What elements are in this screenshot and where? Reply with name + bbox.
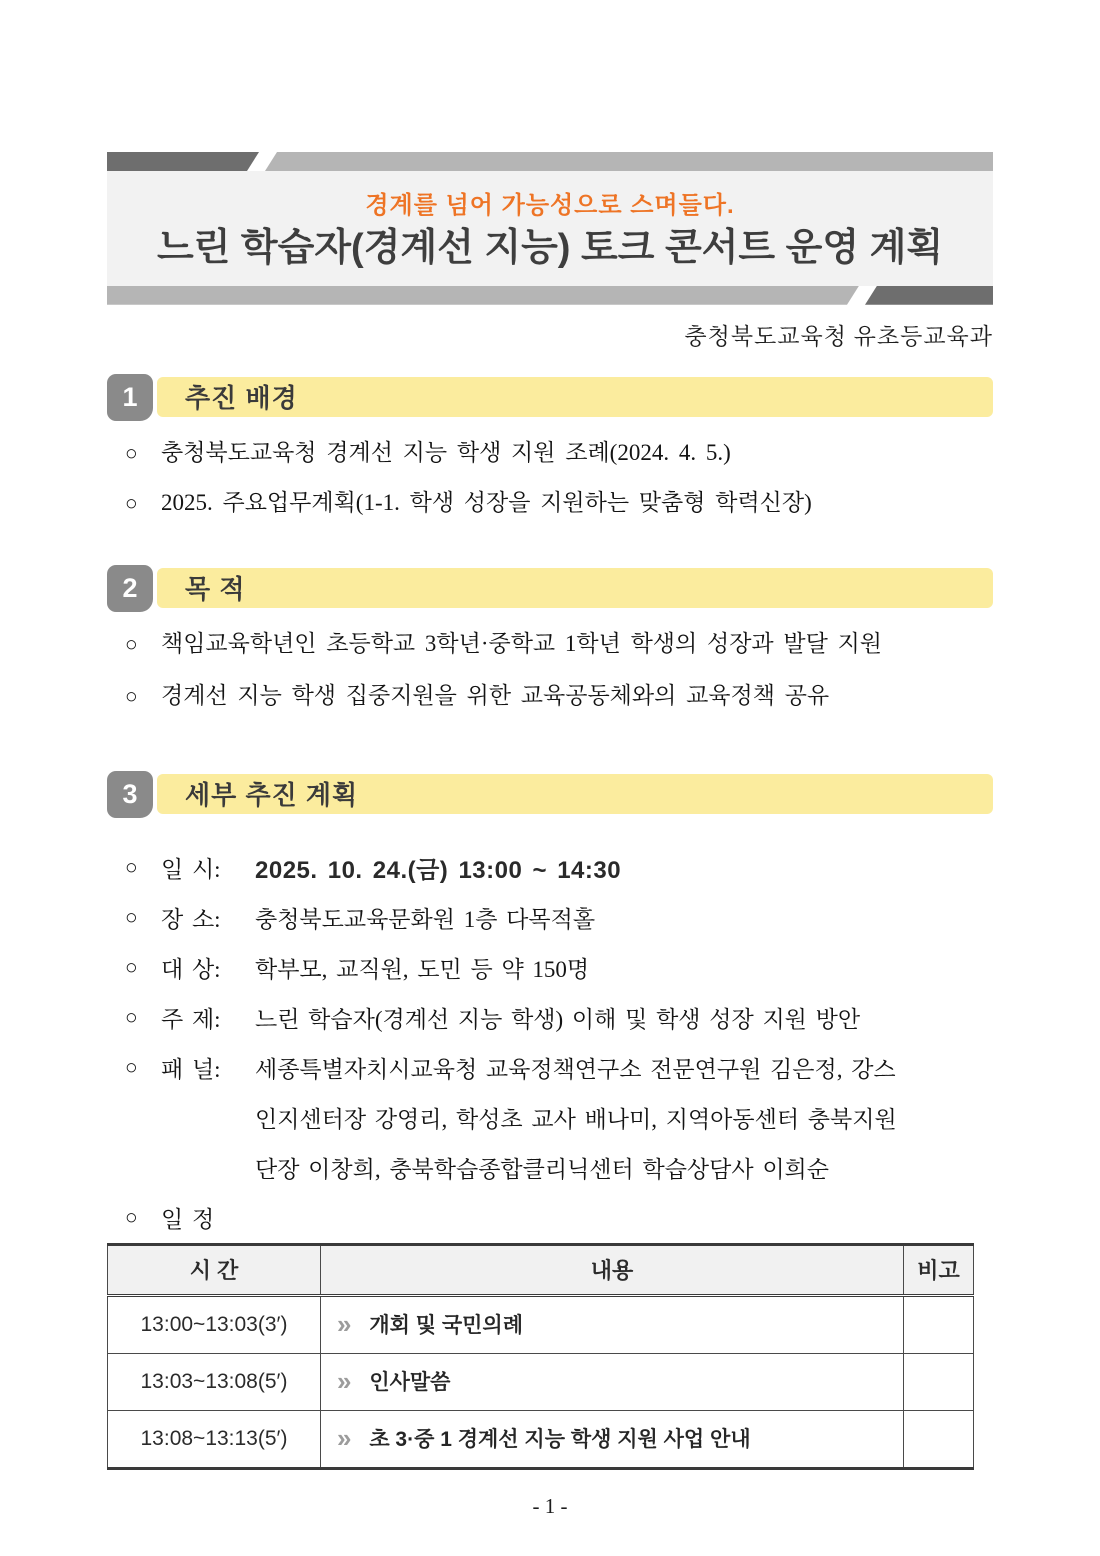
chevron-bullet-icon: » (337, 1309, 352, 1340)
circle-bullet-icon: ○ (125, 631, 138, 656)
schedule-content (321, 1410, 904, 1468)
detail-label: 대 상: (161, 957, 221, 983)
column-header-content: 내용 (321, 1244, 904, 1295)
schedule-time: 13:03~13:08(5′) (108, 1353, 321, 1410)
detail-label: 일 시: (161, 857, 221, 883)
chevron-bullet-icon: » (337, 1423, 352, 1454)
bottom-decor-bar (107, 286, 993, 305)
schedule-content-text: 개회 및 국민의례 (369, 1314, 523, 1338)
circle-bullet-icon: ○ (125, 490, 138, 515)
bullet-text: 2025. 주요업무계획(1-1. 학생 성장을 지원하는 맞춤형 학력신장) (161, 489, 812, 515)
section-3-number-badge: 3 (107, 771, 153, 818)
section-header-1 (107, 374, 993, 421)
schedule-note (904, 1353, 974, 1410)
bullet-text: 책임교육학년인 초등학교 3학년·중학교 1학년 학생의 성장과 발달 지원 (161, 630, 883, 656)
schedule-content-text: 인사말씀 (369, 1371, 451, 1395)
column-header-note: 비고 (904, 1244, 974, 1295)
section-1-number-badge: 1 (107, 374, 153, 421)
top-decor-bar (107, 152, 993, 171)
circle-bullet-icon: ○ (125, 905, 138, 930)
bullet-text: 경계선 지능 학생 집중지원을 위한 교육공동체와의 교육정책 공유 (161, 682, 830, 708)
page-number: - 1 - (532, 1493, 568, 1518)
schedule-table (107, 1243, 974, 1470)
chevron-bullet-icon: » (337, 1366, 352, 1397)
schedule-content (321, 1353, 904, 1410)
schedule-time: 13:00~13:03(3′) (108, 1295, 321, 1353)
detail-audience (107, 943, 993, 993)
document-content (107, 0, 993, 1519)
detail-date-time (107, 843, 993, 893)
table-header-row (108, 1244, 974, 1295)
circle-bullet-icon: ○ (125, 1005, 138, 1030)
detail-topic (107, 993, 993, 1043)
detail-schedule-heading (107, 1193, 993, 1243)
table-row (108, 1410, 974, 1468)
circle-bullet-icon: ○ (125, 1205, 138, 1230)
section-1-bullet-2 (107, 485, 993, 521)
detail-panel (107, 1043, 993, 1093)
detail-label: 주 제: (161, 1007, 221, 1033)
table-row (108, 1295, 974, 1353)
section-2-bullet-2 (107, 678, 993, 714)
circle-bullet-icon: ○ (125, 440, 138, 465)
schedule-content-text: 초 3·중 1 경계선 지능 학생 지원 사업 안내 (369, 1428, 751, 1452)
detail-panel-continuation-1: 인지센터장 강영리, 학성초 교사 배나미, 지역아동센터 충북지원 (255, 1107, 897, 1133)
detail-value-place: 충청북도교육문화원 1층 다목적홀 (255, 907, 596, 933)
section-header-3 (107, 771, 993, 818)
schedule-content (321, 1295, 904, 1353)
event-details-list (107, 843, 993, 1243)
detail-value-panel: 세종특별자치시교육청 교육정책연구소 전문연구원 김은정, 강스 (255, 1057, 896, 1083)
detail-value-topic: 느린 학습자(경계선 지능 학생) 이해 및 학생 성장 지원 방안 (255, 1007, 861, 1033)
title-panel (107, 171, 993, 286)
schedule-time: 13:08~13:13(5′) (108, 1410, 321, 1468)
bottom-decor-light-segment (107, 286, 859, 305)
section-1-title: 추진 배경 (185, 382, 298, 413)
section-3-title: 세부 추진 계획 (185, 779, 359, 810)
schedule-note (904, 1295, 974, 1353)
table-row (108, 1353, 974, 1410)
section-2-bullet-1 (107, 626, 993, 662)
document-title: 느린 학습자(경계선 지능) 토크 콘서트 운영 계획 (156, 227, 944, 269)
section-header-2 (107, 565, 993, 612)
schedule-note (904, 1410, 974, 1468)
section-2-yellow-bar (157, 568, 993, 608)
circle-bullet-icon: ○ (125, 955, 138, 980)
circle-bullet-icon: ○ (125, 1055, 138, 1080)
detail-value-date-time: 2025. 10. 24.(금) 13:00 ~ 14:30 (255, 857, 622, 885)
document-subtitle: 경계를 넘어 가능성으로 스며들다. (365, 192, 735, 219)
detail-label: 장 소: (161, 907, 221, 933)
detail-label: 일 정 (161, 1207, 215, 1233)
section-1-bullet-1 (107, 435, 993, 471)
circle-bullet-icon: ○ (125, 683, 138, 708)
detail-value-audience: 학부모, 교직원, 도민 등 약 150명 (255, 957, 590, 983)
circle-bullet-icon: ○ (125, 855, 138, 880)
detail-label: 패 널: (161, 1057, 221, 1083)
bottom-decor-dark-segment (865, 286, 993, 305)
section-2-number-badge: 2 (107, 565, 153, 612)
issuing-department: 충청북도교육청 유초등교육과 (684, 323, 993, 349)
bullet-text: 충청북도교육청 경계선 지능 학생 지원 조례(2024. 4. 5.) (161, 439, 731, 465)
top-decor-light-segment (265, 152, 993, 171)
schedule-table-header (108, 1244, 974, 1295)
detail-place (107, 893, 993, 943)
column-header-time: 시 간 (108, 1244, 321, 1295)
detail-panel-continuation-2: 단장 이창희, 충북학습종합클리닉센터 학습상담사 이희순 (255, 1157, 829, 1183)
section-2-title: 목 적 (185, 573, 246, 604)
top-decor-dark-segment (107, 152, 259, 171)
